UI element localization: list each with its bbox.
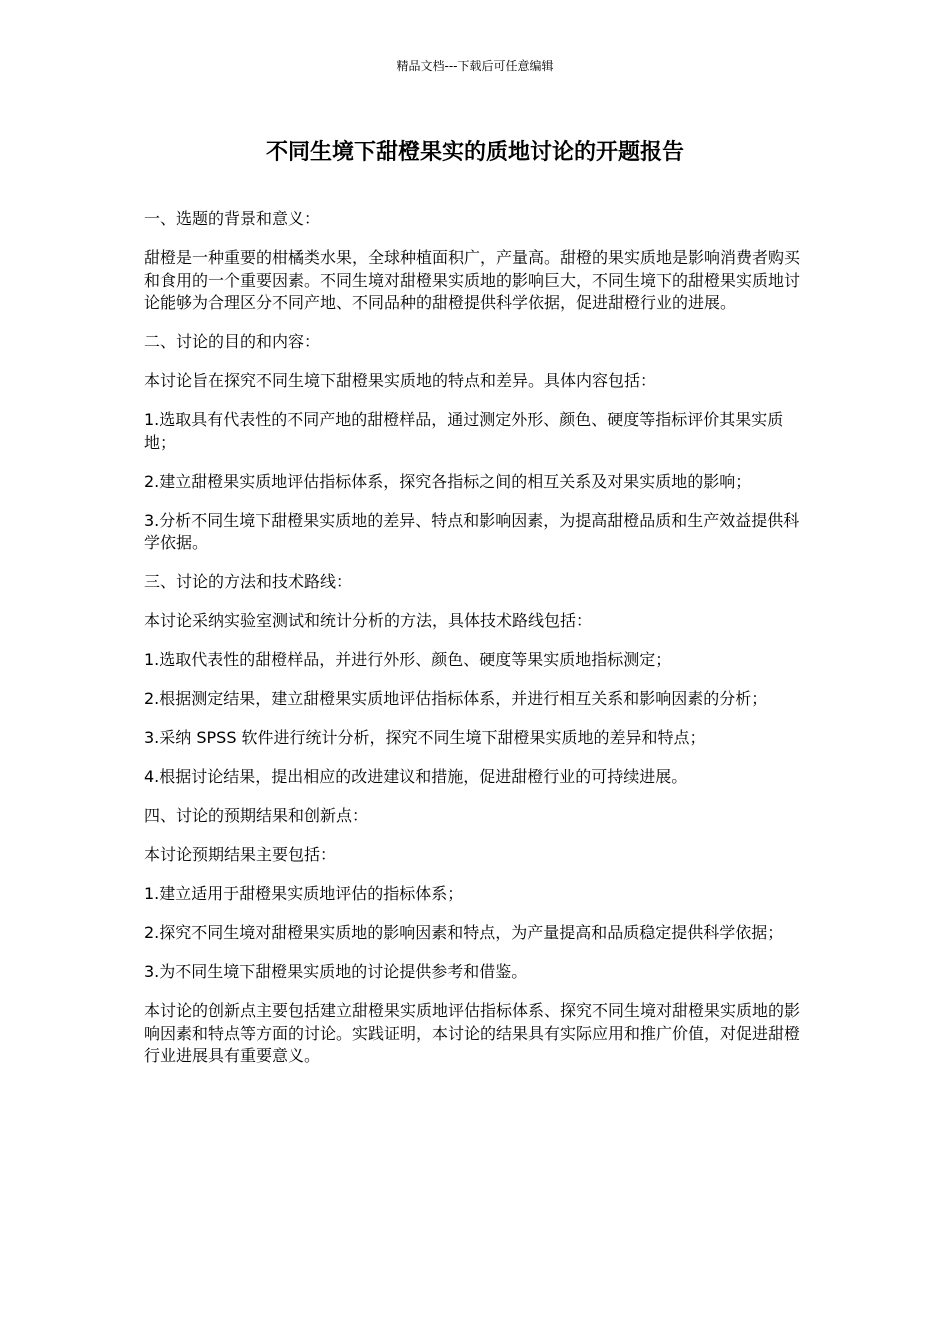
document-body — [144, 208, 804, 1084]
list-item-methods-2: 2.根据测定结果，建立甜橙果实质地评估指标体系，并进行相互关系和影响因素的分析； — [144, 689, 768, 708]
list-item-methods-3: 3.采纳 SPSS 软件进行统计分析，探究不同生境下甜橙果实质地的差异和特点； — [144, 728, 706, 747]
document-title: 不同生境下甜橙果实的质地讨论的开题报告 — [265, 140, 684, 165]
section-heading-methods: 三、讨论的方法和技术路线： — [144, 572, 353, 591]
section-heading-purpose: 二、讨论的目的和内容： — [144, 332, 321, 351]
paragraph-purpose-intro: 本讨论旨在探究不同生境下甜橙果实质地的特点和差异。具体内容包括： — [144, 371, 657, 390]
paragraph-innovation: 本讨论的创新点主要包括建立甜橙果实质地评估指标体系、探究不同生境对甜橙果实质地的影响因素和特点等方面的讨论。实践证明，本讨论的结果具有实际应用和推广价值，对促进甜橙行业进展具有重要意义。 — [144, 1001, 801, 1065]
list-item-methods-4: 4.根据讨论结果，提出相应的改进建议和措施，促进甜橙行业的可持续进展。 — [144, 767, 688, 786]
paragraph-background: 甜橙是一种重要的柑橘类水果，全球种植面积广，产量高。甜橙的果实质地是影响消费者购买和食用的一个重要因素。不同生境对甜橙果实质地的影响巨大，不同生境下的甜橙果实质地讨论能够为合理区分不同产地、不同品种的甜橙提供科学依据，促进甜橙行业的进展。 — [144, 248, 801, 312]
paragraph-methods-intro: 本讨论采纳实验室测试和统计分析的方法，具体技术路线包括： — [144, 611, 593, 630]
list-item-methods-1: 1.选取代表性的甜橙样品，并进行外形、颜色、硬度等果实质地指标测定； — [144, 650, 672, 669]
list-item-results-3: 3.为不同生境下甜橙果实质地的讨论提供参考和借鉴。 — [144, 962, 528, 981]
page-header: 精品文档---下载后可任意编辑 — [396, 59, 554, 73]
paragraph-results-intro: 本讨论预期结果主要包括： — [144, 845, 337, 864]
section-heading-background: 一、选题的背景和意义： — [144, 209, 321, 228]
list-item-purpose-3: 3.分析不同生境下甜橙果实质地的差异、特点和影响因素，为提高甜橙品质和生产效益提供科学依据。 — [144, 510, 800, 552]
list-item-purpose-2: 2.建立甜橙果实质地评估指标体系，探究各指标之间的相互关系及对果实质地的影响； — [144, 471, 752, 491]
list-item-results-1: 1.建立适用于甜橙果实质地评估的指标体系； — [144, 884, 464, 903]
list-item-purpose-1: 1.选取具有代表性的不同产地的甜橙样品，通过测定外形、颜色、硬度等指标评价其果实质地； — [144, 410, 784, 452]
list-item-results-2: 2.探究不同生境对甜橙果实质地的影响因素和特点，为产量提高和品质稳定提供科学依据； — [144, 923, 784, 942]
section-heading-results: 四、讨论的预期结果和创新点： — [144, 806, 369, 825]
